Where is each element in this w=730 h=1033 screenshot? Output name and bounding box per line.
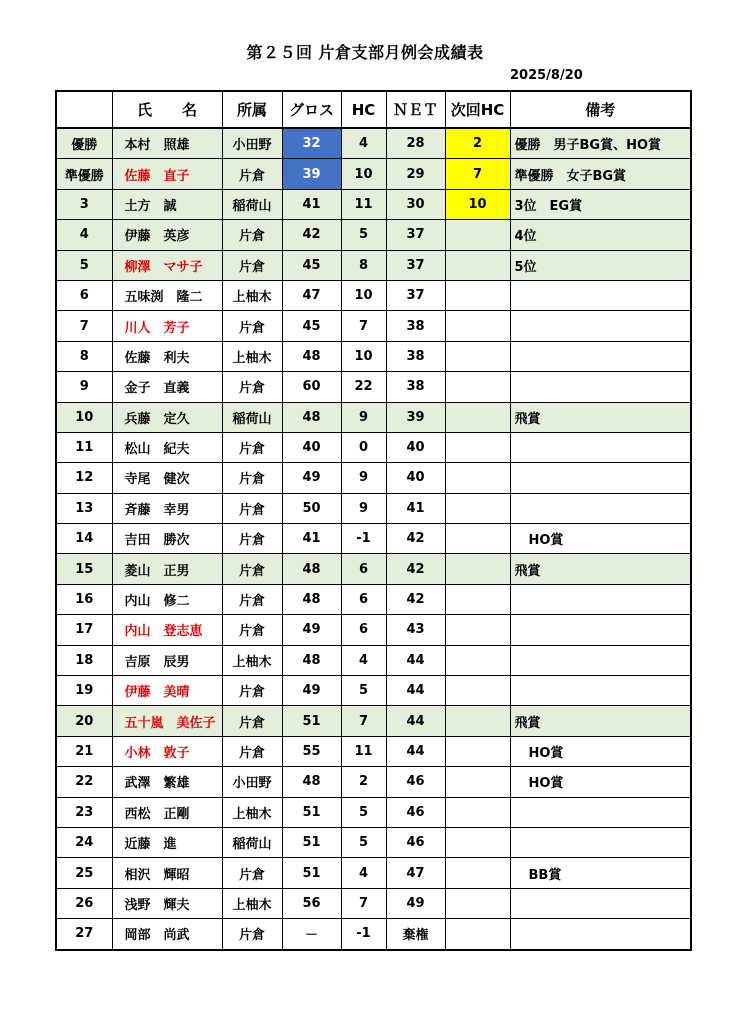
club-cell: 上柚木 [222,888,282,918]
name-cell: 川人 芳子 [112,311,222,341]
rank-cell: 18 [56,645,112,675]
rank-cell: 6 [56,280,112,310]
note-cell [510,341,691,371]
note-cell [510,797,691,827]
note-cell [510,919,691,950]
hc-cell: 11 [341,189,386,219]
rank-cell: 23 [56,797,112,827]
club-cell: 片倉 [222,524,282,554]
net-cell: 29 [386,159,445,189]
note-cell: HO賞 [510,524,691,554]
hc-cell: -1 [341,919,386,950]
next-hc-cell [445,341,510,371]
net-cell: 46 [386,797,445,827]
name-cell: 佐藤 直子 [112,159,222,189]
gross-cell: 48 [282,402,341,432]
rank-cell: 3 [56,189,112,219]
hc-cell: -1 [341,524,386,554]
rank-cell: 4 [56,220,112,250]
net-cell: 40 [386,463,445,493]
name-cell: 内山 登志恵 [112,615,222,645]
gross-cell: 40 [282,432,341,462]
header-club: 所属 [222,91,282,128]
note-cell [510,645,691,675]
table-row [56,189,691,219]
rank-cell: 14 [56,524,112,554]
table-row [56,159,691,189]
header-row [56,91,691,128]
name-cell: 伊藤 美晴 [112,676,222,706]
net-cell: 44 [386,676,445,706]
table-row [56,584,691,614]
hc-cell: 5 [341,220,386,250]
name-cell: 吉田 勝次 [112,524,222,554]
gross-cell: 45 [282,250,341,280]
hc-cell: 2 [341,767,386,797]
table-row [56,493,691,523]
next-hc-cell [445,797,510,827]
note-cell: HO賞 [510,736,691,766]
gross-cell: 48 [282,767,341,797]
net-cell: 30 [386,189,445,219]
hc-cell: 5 [341,676,386,706]
net-cell: 38 [386,311,445,341]
header-next-hc: 次回HC [445,91,510,128]
table-row [56,432,691,462]
net-cell: 28 [386,128,445,159]
name-cell: 佐藤 利夫 [112,341,222,371]
table-row [56,797,691,827]
club-cell: 片倉 [222,615,282,645]
net-cell: 38 [386,341,445,371]
net-cell: 46 [386,827,445,857]
name-cell: 相沢 輝昭 [112,858,222,888]
rank-cell: 9 [56,372,112,402]
table-row [56,402,691,432]
name-cell: 柳澤 マサ子 [112,250,222,280]
hc-cell: 4 [341,128,386,159]
note-cell: 準優勝 女子BG賞 [510,159,691,189]
hc-cell: 7 [341,706,386,736]
gross-cell: 50 [282,493,341,523]
note-cell [510,372,691,402]
note-cell: 5位 [510,250,691,280]
rank-cell: 10 [56,402,112,432]
club-cell: 片倉 [222,676,282,706]
table-row [56,645,691,675]
club-cell: 片倉 [222,919,282,950]
next-hc-cell [445,858,510,888]
note-cell [510,584,691,614]
table-row [56,128,691,159]
hc-cell: 0 [341,432,386,462]
gross-cell: － [282,919,341,950]
rank-cell: 19 [56,676,112,706]
gross-cell: 48 [282,584,341,614]
next-hc-cell [445,280,510,310]
header-note: 備考 [510,91,691,128]
net-cell: 46 [386,767,445,797]
next-hc-cell [445,402,510,432]
name-cell: 伊藤 英彦 [112,220,222,250]
next-hc-cell [445,584,510,614]
name-cell: 寺尾 健次 [112,463,222,493]
note-cell: 飛賞 [510,554,691,584]
name-cell: 西松 正剛 [112,797,222,827]
net-cell: 37 [386,220,445,250]
note-cell [510,493,691,523]
table-row [56,615,691,645]
hc-cell: 5 [341,827,386,857]
net-cell: 41 [386,493,445,523]
gross-cell: 51 [282,827,341,857]
note-cell: 飛賞 [510,402,691,432]
rank-cell: 15 [56,554,112,584]
club-cell: 片倉 [222,858,282,888]
note-cell [510,615,691,645]
note-cell [510,676,691,706]
net-cell: 棄権 [386,919,445,950]
table-row [56,827,691,857]
name-cell: 兵藤 定久 [112,402,222,432]
rank-cell: 8 [56,341,112,371]
hc-cell: 11 [341,736,386,766]
next-hc-cell [445,432,510,462]
next-hc-cell [445,311,510,341]
rank-cell: 13 [56,493,112,523]
note-cell [510,311,691,341]
name-cell: 五味渕 隆二 [112,280,222,310]
name-cell: 浅野 輝夫 [112,888,222,918]
gross-cell: 49 [282,676,341,706]
rank-cell: 準優勝 [56,159,112,189]
note-cell: HO賞 [510,767,691,797]
rank-cell: 21 [56,736,112,766]
gross-cell: 45 [282,311,341,341]
club-cell: 片倉 [222,432,282,462]
net-cell: 42 [386,554,445,584]
gross-cell: 51 [282,706,341,736]
note-cell: BB賞 [510,858,691,888]
next-hc-cell [445,220,510,250]
gross-cell: 49 [282,615,341,645]
gross-cell: 48 [282,645,341,675]
club-cell: 片倉 [222,220,282,250]
note-cell: 優勝 男子BG賞、HO賞 [510,128,691,159]
net-cell: 47 [386,858,445,888]
next-hc-cell: 10 [445,189,510,219]
net-cell: 42 [386,524,445,554]
next-hc-cell [445,827,510,857]
gross-cell: 39 [282,159,341,189]
net-cell: 38 [386,372,445,402]
hc-cell: 10 [341,159,386,189]
table-row [56,524,691,554]
next-hc-cell [445,919,510,950]
club-cell: 稲荷山 [222,827,282,857]
rank-cell: 27 [56,919,112,950]
name-cell: 五十嵐 美佐子 [112,706,222,736]
table-row [56,250,691,280]
header-name: 氏 名 [112,91,222,128]
hc-cell: 4 [341,858,386,888]
club-cell: 片倉 [222,159,282,189]
note-cell: 4位 [510,220,691,250]
header-gross: グロス [282,91,341,128]
note-cell [510,280,691,310]
table-row [56,706,691,736]
club-cell: 片倉 [222,736,282,766]
gross-cell: 48 [282,554,341,584]
club-cell: 小田野 [222,128,282,159]
gross-cell: 41 [282,189,341,219]
name-cell: 武澤 繁雄 [112,767,222,797]
hc-cell: 22 [341,372,386,402]
club-cell: 小田野 [222,767,282,797]
club-cell: 上柚木 [222,341,282,371]
results-table [55,90,692,951]
rank-cell: 25 [56,858,112,888]
next-hc-cell: 2 [445,128,510,159]
note-cell [510,463,691,493]
club-cell: 片倉 [222,554,282,584]
table-row [56,888,691,918]
club-cell: 片倉 [222,493,282,523]
name-cell: 土方 誠 [112,189,222,219]
table-row [56,372,691,402]
club-cell: 上柚木 [222,280,282,310]
hc-cell: 5 [341,797,386,827]
hc-cell: 9 [341,493,386,523]
club-cell: 稲荷山 [222,189,282,219]
hc-cell: 10 [341,341,386,371]
table-row [56,554,691,584]
gross-cell: 41 [282,524,341,554]
name-cell: 小林 敦子 [112,736,222,766]
net-cell: 40 [386,432,445,462]
net-cell: 37 [386,250,445,280]
next-hc-cell [445,493,510,523]
net-cell: 44 [386,645,445,675]
net-cell: 39 [386,402,445,432]
hc-cell: 9 [341,402,386,432]
name-cell: 松山 紀夫 [112,432,222,462]
net-cell: 37 [386,280,445,310]
club-cell: 稲荷山 [222,402,282,432]
table-row [56,736,691,766]
table-row [56,220,691,250]
table-row [56,919,691,950]
name-cell: 近藤 進 [112,827,222,857]
table-row [56,676,691,706]
club-cell: 片倉 [222,706,282,736]
hc-cell: 6 [341,554,386,584]
gross-cell: 56 [282,888,341,918]
hc-cell: 6 [341,584,386,614]
hc-cell: 9 [341,463,386,493]
hc-cell: 4 [341,645,386,675]
next-hc-cell [445,888,510,918]
table-row [56,767,691,797]
header-rank [56,91,112,128]
next-hc-cell [445,767,510,797]
club-cell: 上柚木 [222,645,282,675]
net-cell: 42 [386,584,445,614]
gross-cell: 48 [282,341,341,371]
next-hc-cell [445,524,510,554]
next-hc-cell: 7 [445,159,510,189]
note-cell [510,827,691,857]
hc-cell: 10 [341,280,386,310]
gross-cell: 47 [282,280,341,310]
note-cell [510,888,691,918]
club-cell: 片倉 [222,463,282,493]
name-cell: 菱山 正男 [112,554,222,584]
club-cell: 片倉 [222,372,282,402]
rank-cell: 5 [56,250,112,280]
name-cell: 内山 修二 [112,584,222,614]
next-hc-cell [445,736,510,766]
gross-cell: 42 [282,220,341,250]
next-hc-cell [445,706,510,736]
club-cell: 片倉 [222,311,282,341]
name-cell: 斉藤 幸男 [112,493,222,523]
gross-cell: 51 [282,858,341,888]
hc-cell: 7 [341,311,386,341]
rank-cell: 11 [56,432,112,462]
gross-cell: 51 [282,797,341,827]
next-hc-cell [445,645,510,675]
next-hc-cell [445,250,510,280]
hc-cell: 7 [341,888,386,918]
club-cell: 上柚木 [222,797,282,827]
page-title: 第２５回 片倉支部月例会成績表 [246,43,484,62]
rank-cell: 24 [56,827,112,857]
rank-cell: 優勝 [56,128,112,159]
next-hc-cell [445,463,510,493]
rank-cell: 26 [56,888,112,918]
rank-cell: 17 [56,615,112,645]
hc-cell: 8 [341,250,386,280]
note-cell: 飛賞 [510,706,691,736]
club-cell: 片倉 [222,250,282,280]
rank-cell: 22 [56,767,112,797]
name-cell: 本村 照雄 [112,128,222,159]
header-hc: HC [341,91,386,128]
net-cell: 49 [386,888,445,918]
next-hc-cell [445,554,510,584]
table-row [56,858,691,888]
table-row [56,341,691,371]
rank-cell: 12 [56,463,112,493]
next-hc-cell [445,615,510,645]
name-cell: 岡部 尚武 [112,919,222,950]
header-net: ＮＥＴ [386,91,445,128]
gross-cell: 60 [282,372,341,402]
next-hc-cell [445,676,510,706]
note-cell: 3位 EG賞 [510,189,691,219]
net-cell: 44 [386,706,445,736]
gross-cell: 32 [282,128,341,159]
note-cell [510,432,691,462]
net-cell: 44 [386,736,445,766]
rank-cell: 16 [56,584,112,614]
gross-cell: 55 [282,736,341,766]
net-cell: 43 [386,615,445,645]
name-cell: 吉原 辰男 [112,645,222,675]
table-row [56,311,691,341]
date-label: 2025/8/20 [510,68,583,83]
club-cell: 片倉 [222,584,282,614]
hc-cell: 6 [341,615,386,645]
name-cell: 金子 直義 [112,372,222,402]
rank-cell: 20 [56,706,112,736]
gross-cell: 49 [282,463,341,493]
next-hc-cell [445,372,510,402]
rank-cell: 7 [56,311,112,341]
table-row [56,463,691,493]
table-row [56,280,691,310]
